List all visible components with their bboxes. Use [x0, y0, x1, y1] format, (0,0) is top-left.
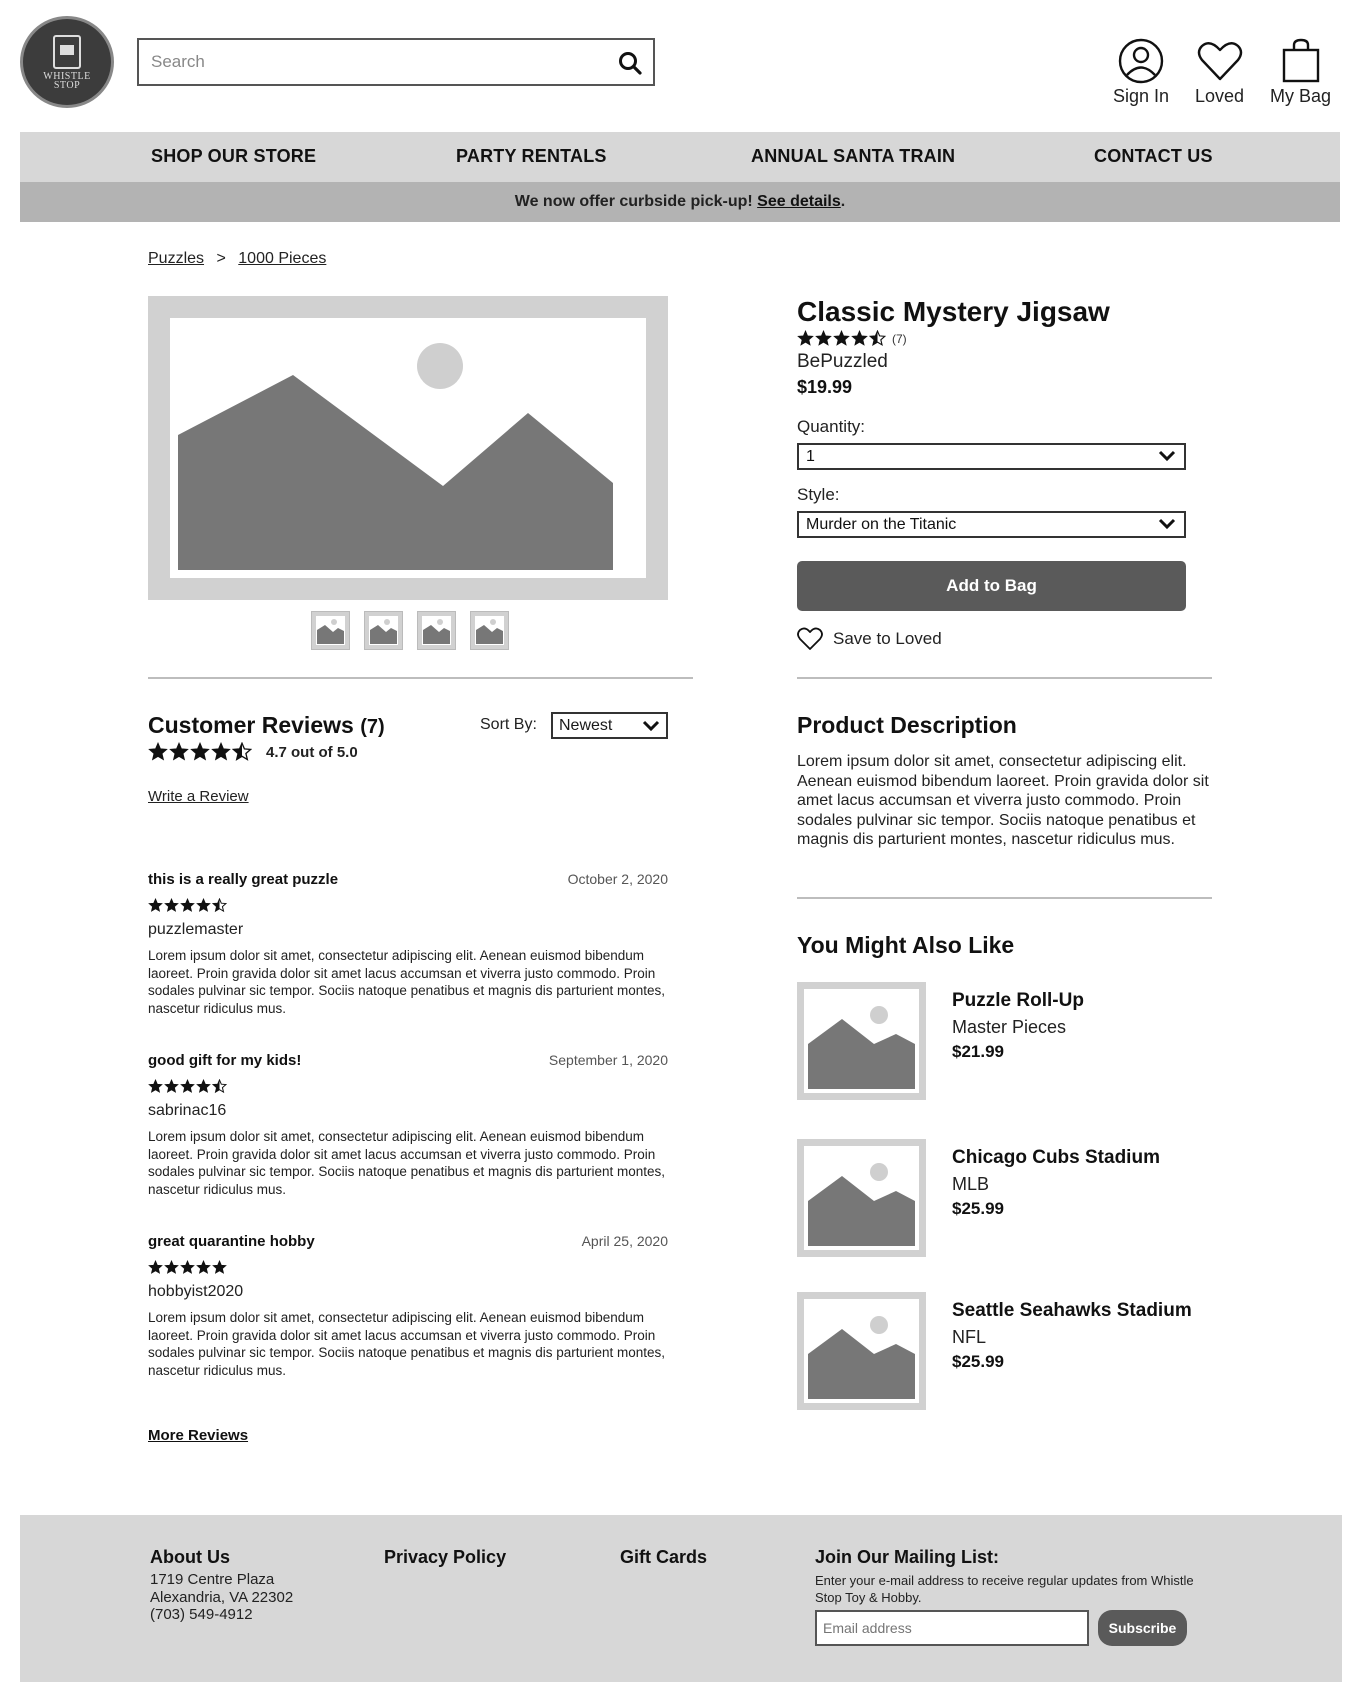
overall-rating — [148, 742, 358, 762]
loved-label: Loved — [1195, 86, 1245, 106]
also-like-title: You Might Also Like — [797, 932, 1015, 958]
search-icon[interactable] — [617, 50, 643, 76]
recommendation-item[interactable] — [797, 1139, 1227, 1257]
star-icon-full — [190, 742, 210, 762]
review-title: this is a really great puzzle — [148, 871, 339, 888]
image-placeholder-icon — [804, 1146, 919, 1250]
thumbnail-1[interactable] — [311, 611, 350, 650]
loved-button[interactable] — [1195, 38, 1244, 107]
product-title: Classic Mystery Jigsaw — [797, 296, 1110, 327]
star-icon-half — [212, 1079, 227, 1094]
heart-icon — [797, 627, 823, 651]
nav-annual-santa-train[interactable]: ANNUAL SANTA TRAIN — [751, 146, 956, 166]
star-icon-full — [196, 1260, 211, 1275]
recommendation-image[interactable] — [797, 982, 926, 1100]
store-logo[interactable] — [20, 16, 114, 108]
product-image[interactable] — [148, 296, 668, 600]
star-icon-full — [169, 742, 189, 762]
style-value: Murder on the Titanic — [806, 516, 957, 533]
star-icon-full — [164, 898, 179, 913]
review-item — [148, 1233, 668, 1379]
my-bag-button[interactable] — [1270, 38, 1331, 107]
image-placeholder-icon — [475, 616, 504, 645]
recommendation-item[interactable] — [797, 1292, 1227, 1410]
shopping-bag-icon — [1277, 38, 1325, 84]
review-body: Lorem ipsum dolor sit amet, consectetur adipiscing elit. Aenean euismod bibendum laoreet. Proin gravida dolor sit amet lacus accumsan et viverra justo commodo. Proin sodales pulvinar sic tempor. Sociis natoque penatibus et magnis dis parturient montes, nascetur ridiculus mus. — [148, 1310, 666, 1378]
star-icon-full — [148, 1079, 163, 1094]
save-to-loved-label: Save to Loved — [833, 629, 942, 648]
overall-rating-stars — [148, 742, 252, 762]
logo-text-line-2: STOP — [53, 79, 81, 91]
star-icon-full — [180, 1260, 195, 1275]
my-bag-label: My Bag — [1270, 86, 1332, 106]
star-icon-full — [211, 742, 231, 762]
sort-by-select[interactable] — [551, 712, 668, 739]
sign-in-button[interactable] — [1113, 38, 1169, 107]
description-title: Product Description — [797, 712, 1017, 738]
review-username: hobbyist2020 — [148, 1283, 244, 1300]
star-icon-full — [164, 1079, 179, 1094]
main-nav — [20, 132, 1340, 182]
thumbnail-2[interactable] — [364, 611, 403, 650]
recommendation-brand: Master Pieces — [952, 1017, 1067, 1037]
site-footer — [20, 1515, 1342, 1682]
review-stars — [148, 1079, 227, 1094]
product-brand: BePuzzled — [797, 351, 888, 372]
star-icon-full — [851, 330, 868, 347]
review-date: October 2, 2020 — [567, 871, 668, 887]
product-rating[interactable] — [797, 330, 907, 347]
quantity-label: Quantity: — [797, 417, 866, 436]
breadcrumb — [148, 250, 326, 268]
reviews-title-text: Customer Reviews — [148, 712, 354, 738]
chevron-down-icon — [1158, 517, 1176, 531]
recommendation-price: $25.99 — [952, 1199, 1004, 1218]
nav-contact-us[interactable]: CONTACT US — [1094, 146, 1213, 166]
review-title: good gift for my kids! — [148, 1052, 302, 1069]
nav-shop-our-store[interactable]: SHOP OUR STORE — [151, 146, 317, 166]
review-item — [148, 1052, 668, 1198]
promo-see-details-link[interactable]: See details — [757, 193, 841, 210]
review-date: September 1, 2020 — [548, 1052, 668, 1068]
review-username: sabrinac16 — [148, 1102, 227, 1119]
image-placeholder-icon — [804, 1299, 919, 1403]
review-body: Lorem ipsum dolor sit amet, consectetur adipiscing elit. Aenean euismod bibendum laoreet. Proin gravida dolor sit amet lacus accumsan et viverra justo commodo. Proin sodales pulvinar sic tempor. Sociis natoque penatibus et magnis dis parturient montes, nascetur ridiculus mus. — [148, 948, 666, 1016]
reviews-count: (7) — [360, 716, 385, 738]
subscribe-button[interactable]: Subscribe — [1098, 1610, 1187, 1646]
footer-phone: (703) 549-4912 — [150, 1606, 253, 1623]
footer-about-us[interactable]: About Us — [150, 1547, 230, 1567]
divider — [797, 897, 1212, 899]
review-item — [148, 871, 668, 1017]
star-icon-full — [196, 1079, 211, 1094]
logo-icon — [53, 35, 81, 69]
search-input[interactable] — [139, 40, 599, 84]
review-stars — [148, 1260, 227, 1275]
footer-address — [150, 1571, 293, 1624]
star-icon-full — [815, 330, 832, 347]
thumbnail-4[interactable] — [470, 611, 509, 650]
promo-banner — [20, 182, 1340, 222]
email-field[interactable] — [815, 1610, 1089, 1646]
search-box — [137, 38, 655, 86]
reviews-title — [148, 712, 385, 739]
promo-text: We now offer curbside pick-up! — [514, 193, 753, 210]
recommendation-price: $25.99 — [952, 1352, 1004, 1371]
quantity-value: 1 — [806, 448, 815, 465]
divider — [148, 677, 693, 679]
review-date: April 25, 2020 — [581, 1233, 668, 1249]
star-icon-full — [148, 742, 168, 762]
logo-text-line-1: WHISTLE — [43, 70, 91, 82]
write-review-link[interactable]: Write a Review — [148, 788, 249, 805]
thumbnail-3[interactable] — [417, 611, 456, 650]
footer-privacy-policy[interactable]: Privacy Policy — [384, 1547, 507, 1567]
divider — [797, 677, 1212, 679]
save-to-loved-button[interactable] — [797, 627, 942, 651]
recommendation-brand: NFL — [952, 1327, 987, 1347]
review-stars — [148, 898, 227, 913]
more-reviews-link[interactable]: More Reviews — [148, 1427, 249, 1444]
star-icon-half — [869, 330, 886, 347]
recommendation-price: $21.99 — [952, 1042, 1004, 1061]
footer-address-line: 1719 Centre Plaza — [150, 1571, 275, 1588]
image-placeholder-icon — [804, 989, 919, 1093]
product-rating-stars — [797, 330, 886, 347]
footer-gift-cards[interactable]: Gift Cards — [620, 1547, 708, 1567]
add-to-bag-button[interactable]: Add to Bag — [797, 561, 1186, 611]
review-title: great quarantine hobby — [148, 1233, 315, 1250]
thumbnail-strip — [311, 611, 509, 650]
image-placeholder-icon — [170, 318, 646, 578]
footer-address-line: Alexandria, VA 22302 — [150, 1588, 294, 1606]
site-header — [0, 0, 1358, 130]
nav-party-rentals[interactable]: PARTY RENTALS — [456, 146, 607, 166]
recommendation-brand: MLB — [952, 1174, 990, 1194]
recommendation-image[interactable] — [797, 1292, 926, 1410]
star-icon-full — [148, 1260, 163, 1275]
star-icon-half — [212, 898, 227, 913]
star-icon-full — [164, 1260, 179, 1275]
overall-rating-text: 4.7 out of 5.0 — [266, 743, 358, 761]
recommendation-name[interactable]: Chicago Cubs Stadium — [952, 1147, 1160, 1168]
quantity-select[interactable] — [797, 443, 1186, 470]
style-select[interactable] — [797, 511, 1186, 538]
sort-by-value: Newest — [559, 717, 613, 734]
heart-icon — [1196, 38, 1244, 84]
style-label: Style: — [797, 485, 840, 504]
recommendation-name[interactable]: Seattle Seahawks Stadium — [952, 1300, 1192, 1321]
image-placeholder-icon — [316, 616, 345, 645]
product-rating-count: (7) — [892, 331, 907, 346]
image-placeholder-icon — [422, 616, 451, 645]
chevron-down-icon — [1158, 449, 1176, 463]
footer-mailing-title: Join Our Mailing List: — [815, 1547, 999, 1567]
description-body: Lorem ipsum dolor sit amet, consectetur adipiscing elit. Aenean euismod bibendum laoreet. Proin gravida dolor sit amet lacus accumsan et viverra justo commodo. Proin sodales pulvinar sic tempor. Sociis natoque penatibus et magnis dis parturient montes, nascetur ridiculus mus. — [797, 753, 1209, 848]
star-icon-half — [232, 742, 252, 762]
product-price: $19.99 — [797, 377, 853, 397]
recommendation-image[interactable] — [797, 1139, 926, 1257]
review-body: Lorem ipsum dolor sit amet, consectetur adipiscing elit. Aenean euismod bibendum laoreet. Proin gravida dolor sit amet lacus accumsan et viverra justo commodo. Proin sodales pulvinar sic tempor. Sociis natoque penatibus et magnis dis parturient montes, nascetur ridiculus mus. — [148, 1129, 666, 1197]
sort-by-label: Sort By: — [480, 716, 537, 733]
review-username: puzzlemaster — [148, 921, 244, 938]
star-icon-full — [180, 1079, 195, 1094]
user-icon — [1117, 38, 1165, 84]
star-icon-full — [833, 330, 850, 347]
promo-suffix: . — [840, 193, 846, 210]
sign-in-label: Sign In — [1113, 86, 1170, 106]
star-icon-full — [148, 898, 163, 913]
star-icon-full — [196, 898, 211, 913]
recommendation-item[interactable] — [797, 982, 1227, 1100]
star-icon-full — [180, 898, 195, 913]
star-icon-full — [212, 1260, 227, 1275]
footer-mailing-text: Enter your e-mail address to receive regular updates from Whistle Stop Toy & Hobby. — [815, 1573, 1194, 1605]
chevron-down-icon — [642, 719, 660, 733]
breadcrumb-puzzles[interactable]: Puzzles — [148, 250, 205, 267]
recommendation-name[interactable]: Puzzle Roll-Up — [952, 990, 1084, 1011]
breadcrumb-separator: > — [216, 250, 226, 267]
image-placeholder-icon — [369, 616, 398, 645]
breadcrumb-1000-pieces[interactable]: 1000 Pieces — [238, 250, 327, 267]
star-icon-full — [797, 330, 814, 347]
